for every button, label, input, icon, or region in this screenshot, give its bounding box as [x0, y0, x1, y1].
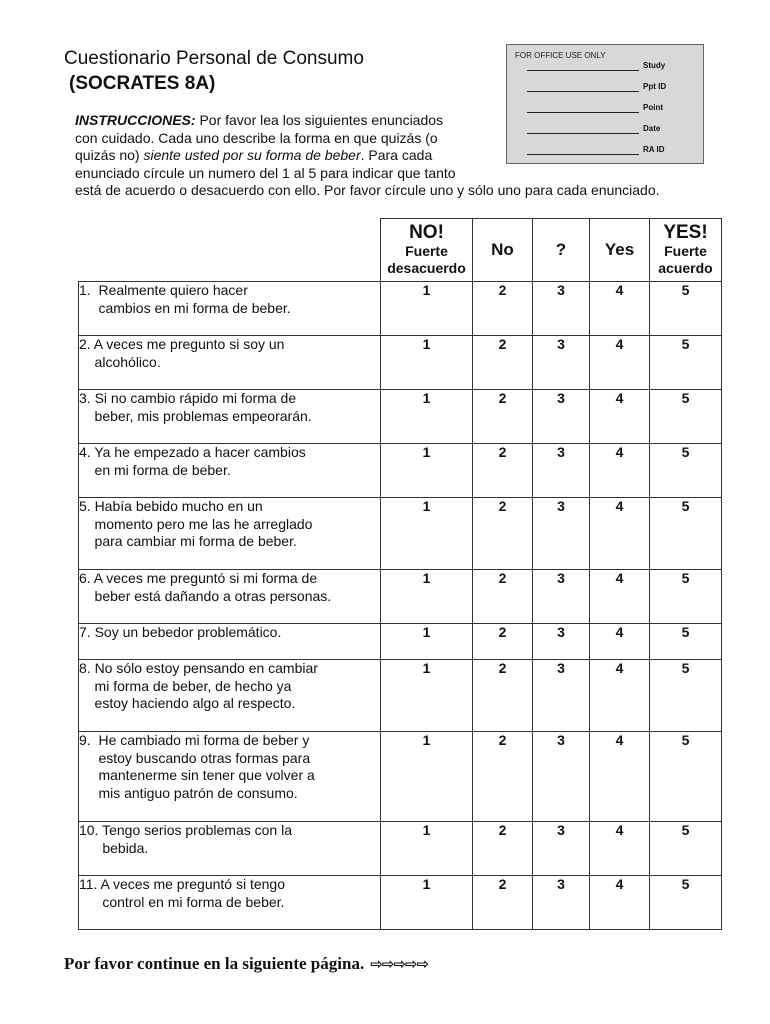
question-line: mi forma de beber, de hecho ya: [79, 677, 292, 694]
instructions-line-1: INSTRUCCIONES: Por favor lea los siguientes enunciados: [75, 112, 444, 128]
office-date-label: Date: [643, 124, 661, 133]
instructions-line-3: quizás no) siente usted por su forma de beber. Para cada: [75, 147, 433, 163]
response-option-4[interactable]: 4: [590, 390, 650, 444]
response-option-2[interactable]: 2: [473, 444, 533, 498]
response-option-2[interactable]: 2: [473, 660, 533, 732]
instructions-line-5: está de acuerdo o desacuerdo con ello. Por favor círcule uno y sólo uno para cada enunciado.: [75, 182, 660, 198]
response-option-4[interactable]: 4: [590, 876, 650, 930]
question-text: [79, 822, 381, 876]
question-line: control en mi forma de beber.: [79, 893, 285, 910]
response-option-5[interactable]: 5: [650, 660, 722, 732]
footer-note: [64, 954, 428, 974]
question-line: para cambiar mi forma de beber.: [79, 533, 297, 549]
response-option-3[interactable]: 3: [533, 336, 590, 390]
question-line: en mi forma de beber.: [79, 461, 231, 478]
response-option-3[interactable]: 3: [533, 822, 590, 876]
question-line: 4. Ya he empezado a hacer cambios: [79, 444, 306, 460]
question-row: [79, 390, 722, 444]
office-study-label: Study: [643, 61, 666, 70]
response-option-5[interactable]: 5: [650, 570, 722, 624]
question-line: mantenerme sin tener que volver a: [79, 767, 315, 783]
office-field-study: [527, 60, 697, 74]
question-line: 2. A veces me pregunto si soy un: [79, 336, 285, 352]
office-use-heading: FOR OFFICE USE ONLY: [515, 51, 606, 60]
question-row: [79, 732, 722, 822]
response-option-3[interactable]: 3: [533, 876, 590, 930]
question-row: [79, 336, 722, 390]
question-line: beber está dañando a otras personas.: [79, 587, 332, 604]
response-option-5[interactable]: 5: [650, 444, 722, 498]
response-option-2[interactable]: 2: [473, 876, 533, 930]
question-text: [79, 390, 381, 444]
response-option-1[interactable]: 1: [381, 498, 473, 570]
question-line: 1. Realmente quiero hacer: [79, 282, 248, 298]
response-option-5[interactable]: 5: [650, 876, 722, 930]
question-text: [79, 624, 381, 660]
question-line: 5. Había bebido mucho en un: [79, 498, 263, 514]
instructions-line-2: con cuidado. Cada uno describe la forma en que quizás (o: [75, 129, 438, 146]
response-option-3[interactable]: 3: [533, 660, 590, 732]
question-line: bebida.: [79, 839, 149, 856]
question-text: [79, 570, 381, 624]
question-row: [79, 624, 722, 660]
response-option-5[interactable]: 5: [650, 498, 722, 570]
question-line: momento pero me las he arreglado: [79, 515, 313, 532]
col-header-strongly-disagree: NO! Fuerte desacuerdo: [381, 219, 473, 282]
instructions-line-4: enunciado círcule un numero del 1 al 5 para indicar que tanto: [75, 164, 456, 181]
response-option-3[interactable]: 3: [533, 390, 590, 444]
response-option-1[interactable]: 1: [381, 876, 473, 930]
instructions: [75, 112, 725, 200]
questionnaire-table: [78, 218, 722, 930]
response-option-1[interactable]: 1: [381, 570, 473, 624]
response-option-4[interactable]: 4: [590, 282, 650, 336]
question-line: estoy haciendo algo al respecto.: [79, 695, 296, 711]
footer-text: Por favor continue en la siguiente página.: [64, 954, 365, 973]
response-option-3[interactable]: 3: [533, 570, 590, 624]
response-option-4[interactable]: 4: [590, 498, 650, 570]
question-text: [79, 498, 381, 570]
office-point-label: Point: [643, 103, 663, 112]
response-option-4[interactable]: 4: [590, 624, 650, 660]
response-option-3[interactable]: 3: [533, 624, 590, 660]
response-option-1[interactable]: 1: [381, 282, 473, 336]
response-option-3[interactable]: 3: [533, 732, 590, 822]
response-option-1[interactable]: 1: [381, 660, 473, 732]
office-field-ppt-id: [527, 81, 697, 95]
response-option-4[interactable]: 4: [590, 732, 650, 822]
question-row: [79, 282, 722, 336]
question-line: 10. Tengo serios problemas con la: [79, 822, 292, 838]
question-text: [79, 444, 381, 498]
question-line: 6. A veces me preguntó si mi forma de: [79, 570, 318, 586]
question-line: 8. No sólo estoy pensando en cambiar: [79, 660, 318, 676]
office-ppt-id-label: Ppt ID: [643, 82, 667, 91]
question-line: mis antiguo patrón de consumo.: [79, 784, 298, 801]
response-option-1[interactable]: 1: [381, 390, 473, 444]
response-option-2[interactable]: 2: [473, 570, 533, 624]
col-header-strongly-agree: YES! Fuerte acuerdo: [650, 219, 722, 282]
question-line: 7. Soy un bebedor problemático.: [79, 624, 282, 640]
question-row: [79, 660, 722, 732]
response-option-5[interactable]: 5: [650, 822, 722, 876]
office-ra-id-label: RA ID: [643, 145, 665, 154]
response-option-1[interactable]: 1: [381, 624, 473, 660]
question-row: [79, 570, 722, 624]
question-row: [79, 822, 722, 876]
question-row: [79, 498, 722, 570]
instructions-label: INSTRUCCIONES:: [75, 112, 196, 128]
response-option-1[interactable]: 1: [381, 336, 473, 390]
response-option-3[interactable]: 3: [533, 282, 590, 336]
response-option-5[interactable]: 5: [650, 732, 722, 822]
response-option-3[interactable]: 3: [533, 498, 590, 570]
response-option-4[interactable]: 4: [590, 570, 650, 624]
question-line: alcohólico.: [79, 353, 161, 370]
col-header-disagree: No: [473, 219, 533, 282]
question-line: 11. A veces me preguntó si tengo: [79, 876, 285, 892]
question-line: estoy buscando otras formas para: [79, 749, 311, 766]
col-header-agree: Yes: [590, 219, 650, 282]
question-row: [79, 876, 722, 930]
question-text: [79, 876, 381, 930]
response-option-5[interactable]: 5: [650, 336, 722, 390]
question-row: [79, 444, 722, 498]
response-option-4[interactable]: 4: [590, 822, 650, 876]
response-option-5[interactable]: 5: [650, 624, 722, 660]
question-line: 9. He cambiado mi forma de beber y: [79, 732, 310, 748]
question-text: [79, 660, 381, 732]
header-blank: [79, 219, 381, 282]
question-text: [79, 732, 381, 822]
response-option-5[interactable]: 5: [650, 282, 722, 336]
question-line: beber, mis problemas empeorarán.: [79, 407, 312, 424]
response-option-2[interactable]: 2: [473, 282, 533, 336]
response-option-2[interactable]: 2: [473, 732, 533, 822]
response-option-2[interactable]: 2: [473, 822, 533, 876]
response-option-2[interactable]: 2: [473, 498, 533, 570]
response-option-4[interactable]: 4: [590, 660, 650, 732]
response-option-2[interactable]: 2: [473, 624, 533, 660]
response-option-4[interactable]: 4: [590, 444, 650, 498]
response-option-1[interactable]: 1: [381, 444, 473, 498]
response-option-3[interactable]: 3: [533, 444, 590, 498]
response-option-2[interactable]: 2: [473, 390, 533, 444]
response-option-4[interactable]: 4: [590, 336, 650, 390]
question-text: [79, 336, 381, 390]
form-title: Cuestionario Personal de Consumo: [64, 48, 364, 69]
response-option-2[interactable]: 2: [473, 336, 533, 390]
question-text: [79, 282, 381, 336]
form-subtitle: (SOCRATES 8A): [69, 73, 216, 94]
col-header-undecided: ?: [533, 219, 590, 282]
response-option-1[interactable]: 1: [381, 822, 473, 876]
response-option-5[interactable]: 5: [650, 390, 722, 444]
footer-arrows-icon: ⇨⇨⇨⇨⇨: [370, 955, 429, 973]
question-line: cambios en mi forma de beber.: [79, 299, 291, 316]
response-option-1[interactable]: 1: [381, 732, 473, 822]
question-line: 3. Si no cambio rápido mi forma de: [79, 390, 297, 406]
